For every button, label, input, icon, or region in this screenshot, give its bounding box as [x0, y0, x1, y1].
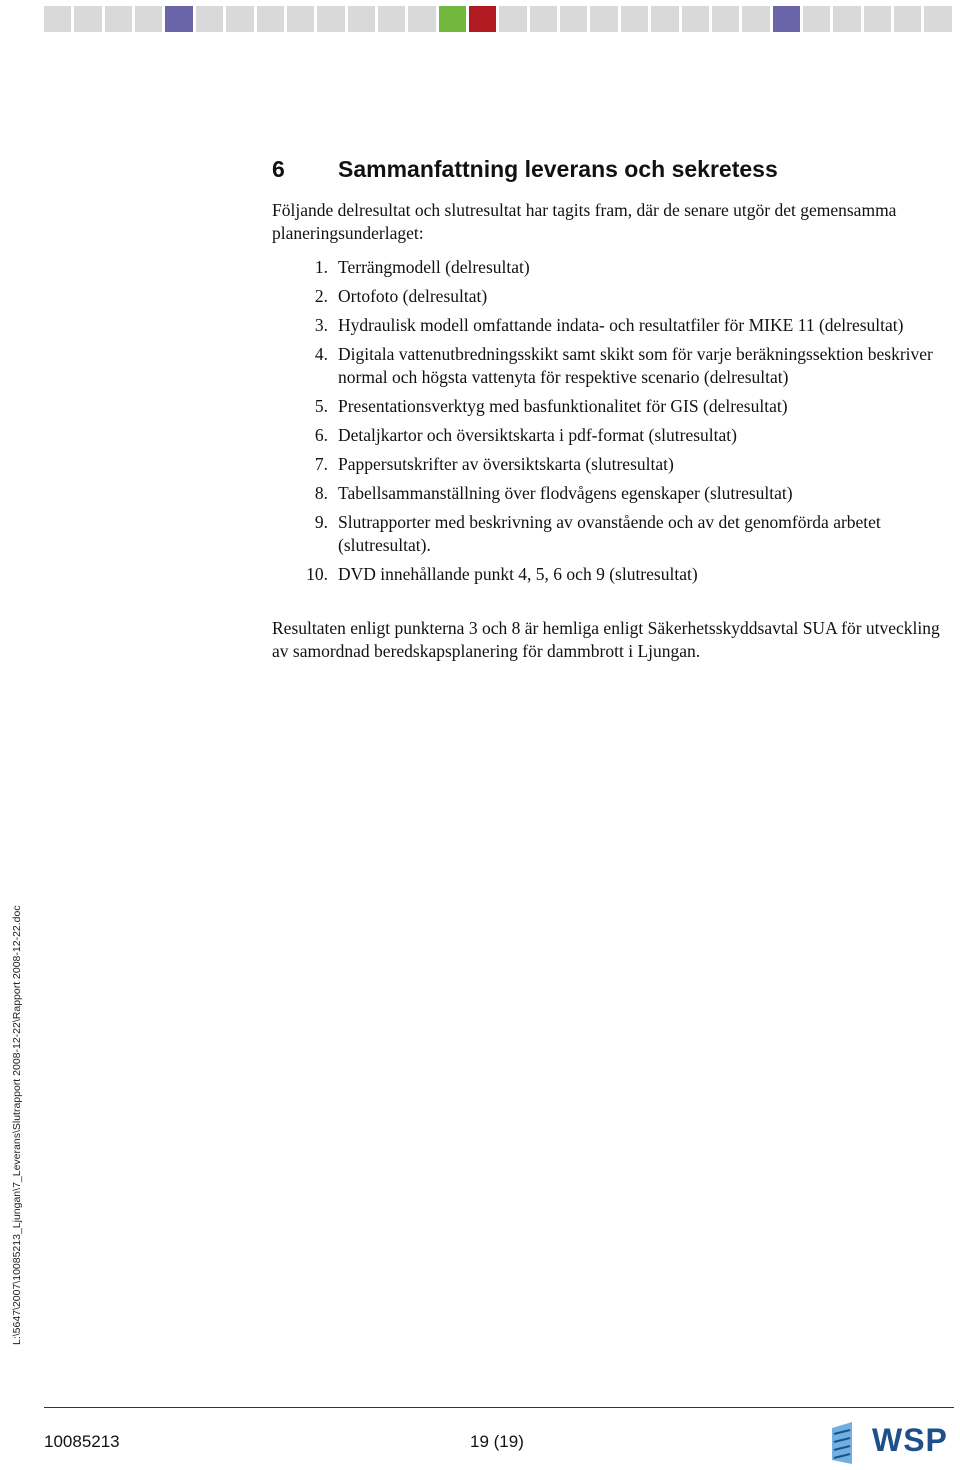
section-heading [272, 156, 954, 183]
header-color-block [742, 6, 769, 32]
header-color-block [348, 6, 375, 32]
list-item [272, 395, 954, 418]
list-item-number: 9. [314, 512, 328, 532]
header-color-block [530, 6, 557, 32]
header-color-block [924, 6, 951, 32]
list-item-text: Detaljkartor och översiktskarta i pdf-format (slutresultat) [338, 425, 737, 445]
page-number: 19 (19) [470, 1432, 524, 1451]
list-item-text: Slutrapporter med beskrivning av ovanstående och av det genomförda arbetet (slutresultat). [338, 512, 881, 555]
header-color-block [560, 6, 587, 32]
header-color-block [894, 6, 921, 32]
section-title: Sammanfattning leverans och sekretess [338, 156, 778, 182]
list-item [272, 285, 954, 308]
wsp-logo [828, 1418, 954, 1470]
header-color-block [651, 6, 678, 32]
list-item-text: Tabellsammanställning över flodvågens egenskaper (slutresultat) [338, 483, 793, 503]
list-item [272, 563, 954, 586]
conclusion-paragraph: Resultaten enligt punkterna 3 och 8 är hemliga enligt Säkerhetsskyddsavtal SUA för utveckling av samordnad beredskapsplanering för dammbrott i Ljungan. [272, 618, 940, 661]
header-color-block [773, 6, 800, 32]
section-number: 6 [272, 156, 285, 182]
header-color-block [226, 6, 253, 32]
header-color-block [469, 6, 496, 32]
header-color-block [165, 6, 192, 32]
list-item [272, 511, 954, 557]
list-item-text: Hydraulisk modell omfattande indata- och resultatfiler för MIKE 11 (delresultat) [338, 315, 904, 335]
header-color-block [378, 6, 405, 32]
header-color-block [44, 6, 71, 32]
header-color-block [499, 6, 526, 32]
list-item-number: 10. [306, 564, 328, 584]
deliverables-list [272, 256, 954, 592]
list-item-number: 3. [314, 315, 328, 335]
header-color-block [74, 6, 101, 32]
list-item-text: Digitala vattenutbredningsskikt samt skikt som för varje beräkningssektion beskriver normal och högsta vattenyta för respektive scenario (delresultat) [338, 344, 933, 387]
header-color-block [621, 6, 648, 32]
list-item-number: 1. [314, 257, 328, 277]
header-color-block [317, 6, 344, 32]
wsp-logo-text: WSP [872, 1422, 948, 1458]
list-item-text: DVD innehållande punkt 4, 5, 6 och 9 (slutresultat) [338, 564, 698, 584]
header-color-block [682, 6, 709, 32]
footer-divider [44, 1407, 954, 1408]
document-number: 10085213 [44, 1432, 120, 1451]
header-color-block [712, 6, 739, 32]
header-color-block [864, 6, 891, 32]
list-item-text: Pappersutskrifter av översiktskarta (slutresultat) [338, 454, 674, 474]
header-color-block [590, 6, 617, 32]
header-color-block [196, 6, 223, 32]
list-item [272, 314, 954, 337]
list-item [272, 424, 954, 447]
list-item-number: 8. [314, 483, 328, 503]
list-item-number: 6. [314, 425, 328, 445]
list-item [272, 343, 954, 389]
header-color-block [257, 6, 284, 32]
list-item-text: Ortofoto (delresultat) [338, 286, 488, 306]
wsp-logo-mark-icon [828, 1420, 872, 1468]
header-color-block [408, 6, 435, 32]
header-color-block [287, 6, 314, 32]
list-item [272, 256, 954, 279]
list-item-number: 5. [314, 396, 328, 416]
intro-paragraph: Följande delresultat och slutresultat har tagits fram, där de senare utgör det gemensamma planeringsunderlaget: [272, 200, 897, 243]
header-color-block [803, 6, 830, 32]
list-item-text: Terrängmodell (delresultat) [338, 257, 530, 277]
file-path-margin-note: L:\5647\2007\10085213_Ljungan\7_Leverans\Slutrapport 2008-12-22\Rapport 2008-12-22.doc [11, 905, 23, 1345]
list-item-number: 7. [314, 454, 328, 474]
list-item-number: 4. [314, 344, 328, 364]
header-color-bar [44, 6, 952, 32]
header-color-block [135, 6, 162, 32]
header-color-block [105, 6, 132, 32]
list-item [272, 482, 954, 505]
list-item-text: Presentationsverktyg med basfunktionalitet för GIS (delresultat) [338, 396, 788, 416]
header-color-block [439, 6, 466, 32]
list-item [272, 453, 954, 476]
list-item-number: 2. [314, 286, 328, 306]
header-color-block [833, 6, 860, 32]
